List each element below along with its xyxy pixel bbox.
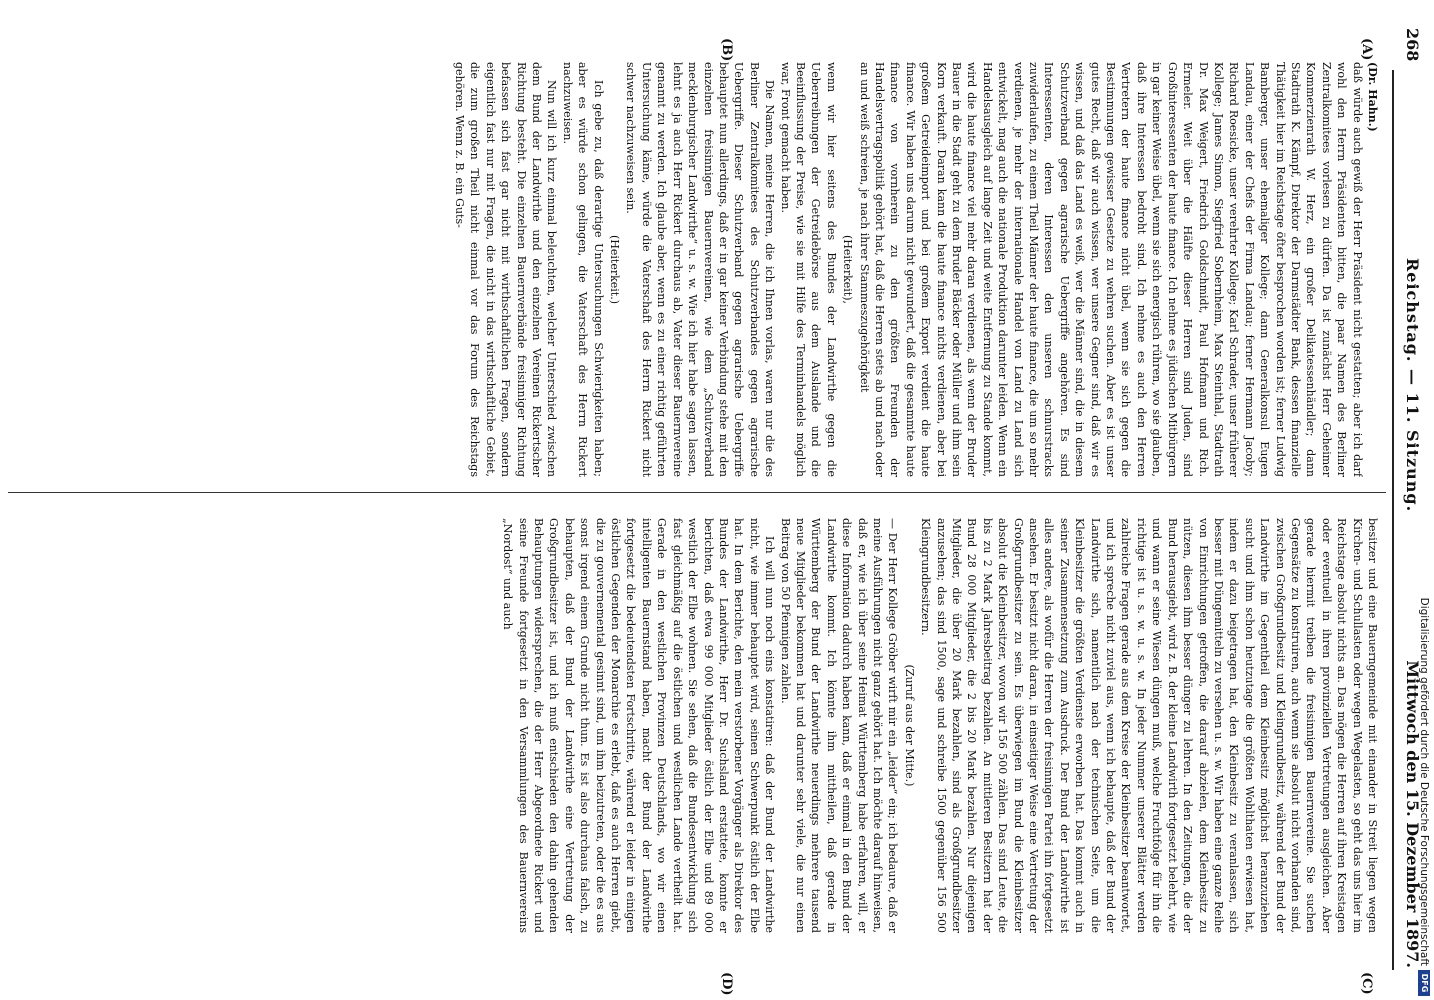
paragraph: wenn wir hier seitens des Bundes der Landwirthe gegen die Ueberreibungen der Getreidebörse aus dem Auslande und die Beeinflussung der Preise, wie sie mit Hilfe des Terminhandels möglich war, Front gemacht haben. [778, 62, 838, 477]
paragraph: Ich gebe zu, daß derartige Untersuchungen Schwierigkeiten haben; aber es würde schon gelingen, die Vaterschaft des Herrn Rickert nachzuweisen. [560, 62, 605, 477]
running-date: Mittwoch den 15. Dezember 1897. [1403, 660, 1422, 968]
marker-a: (A) [1359, 38, 1374, 61]
speaker-name: (Dr. Hahn.) [1366, 62, 1379, 132]
page-number: 268 [1403, 28, 1422, 62]
left-column [8, 62, 1380, 477]
marker-b: (B) [719, 38, 734, 62]
header-rule [1392, 70, 1394, 970]
interjection: (Heiterkeit.) [608, 234, 622, 304]
footer-strip [1414, 0, 1434, 1000]
paragraph: Ich will nun noch eins konstatiren: daß der Bund der Landwirthe nicht, wie immer behauptet wird, seinen Schwerpunkt östlich der Elbe hat. In dem Berichte, den mein verstorbener Vorgänger als Direktor des Bundes der Landwirthe, Herr Dr. Suchsland erstattete, konnte er berichten, daß etwa 99 000 Mitglieder östlich der Elbe und 89 000 westlich der Elbe wohnen. Sie sehen, daß die Bundesentwicklung sich fast gleichmäßig auf die östlichen und westlichen Lande vertheilt hat. Gerade in den westlichen Provinzen Deutschlands, wo wir einen intelligenten Bauernstand haben, macht der Bund der Landwirthe fortgesetzt die bedeutendsten Fortschritte, während er leider in einigen östlichen Gegenden der Monarchie es erlebt, daß es auch Herren giebt, die zu gouvernemental gesinnt sind, um ihm beizutreten, oder die es aus sonst irgend einem Grunde nicht thun. Es ist also durchaus falsch, zu behaupten, daß der Bund der Landwirthe eine Vertretung der Großgrundbesitzer ist, und ich muß entschieden den dahin gehenden Behauptungen widersprechen, die der Herr Abgeordnete Rickert und seine Freunde fortgesetzt in den Versammlungen des Bauernvereins „Nordost“ und auch [501, 518, 777, 933]
paragraph: daß würde auch gewiß der Herr Präsident nicht gestatten; aber ich darf wohl den Herrn Präsidenten bitten, die paar Namen des Berliner Zentralkomitees vorlesen zu dürfen. Da ist zunächst Herr Geheimer Kommerzienrath W. Herz, ein großer Delikatessenhändler; dann Stadtrath K. Kämpf, Direktor der Darmstädter Bank, dessen finanzielle Thätigkeit hier im Reichstage öfter besprochen worden ist; ferner Ludwig Bamberger, unser ehemaliger Kollege; dann Generalkonsul Eugen Landau, einer der Chefs der Firma Landau; ferner Hermann Jacoby; Richard Roesicke, unser verehrter Kollege; Karl Schrader, unser früherer Kollege; James Simon, Siegfried Sobernheim, Max Steinthal, Stadtrath Dr. Max Weigert, Friedrich Goldschmidt, Paul Hofmann und Rich. Ermeler. Weit über die Hälfte dieser Herren sind Juden, sind Großinteressenten der haute finance. Ich nehme es jüdischen Mitbürgern in gar keiner Weise übel, wenn sie sich energisch rühren, wo sie glauben, daß ihre Interessen bedroht sind. Ich nehme es auch den Herren Vertretern der haute finance nicht übel, wenn sie sich gegen die Bestimmungen gewisser Gesetze zu wehren suchen. Aber es ist unser gutes Recht, daß wir auch wissen, wer unsere Gegner sind, daß wir es wissen, und daß das Land es weiß, wer die Männer sind, die in diesem Schutzverband gegen agrarische Uebergriffe angehören. Es sind Interessenten, deren Interessen den unseren schnurstracks zuwiderlaufen, zu einem Theil Männer der haute finance, die um so mehr verdienen, je mehr der internationale Handel von Land zu Land sich entwickelt, mag auch die nationale Produktion darunter leiden. Wenn ein Handelsausgleich auf lange Zeit und weite Entfernung zu Stande kommt, wird die haute finance viel mehr daran verdienen, als wenn der Bruder Bauer in die Stadt geht zu dem Bruder Bäcker oder Müller und ihm sein Korn verkauft. Daran kann die haute finance nichts verdienen, aber bei großem Getreideimport und bei großem Export verdient die haute finance. Wir haben uns darum nicht gewundert, daß die gesammte haute finance von vornherein zu den größten Freunden der Handelsvertragspolitik gehört hat, daß die Herren stets ab und nach oder an und weiß schreien, je nach ihrer Stammeszugehörigkeit [857, 62, 1364, 477]
right-column [8, 518, 1380, 933]
marker-c: (C) [1359, 972, 1374, 995]
paragraph: Nun will ich kurz einmal beleuchten, welcher Unterschied zwischen dem Bund der Landwirthe und den einzelnen Vereinen Rickertscher Richtung besteht. Die einzelnen Bauernverbände freisinniger Richtung befassen sich fast gar nicht mit wirthschaftlichen Fragen, sondern eigentlich fast nur mit Fragen, die nicht in das wirthschaftliche Gebiet, die zum großen Theil nicht einmal vor das Forum des Reichstags gehören. Wenn z. B. ein Guts- [453, 62, 559, 477]
dfg-logo: DFG [1418, 970, 1430, 996]
credit-text: Digitalisierung gefördert durch die Deutsche Forschungsgemeinschaft [1418, 597, 1430, 966]
footer-credit [1414, 0, 1434, 1000]
column-divider [8, 492, 1386, 493]
marker-d: (D) [719, 972, 734, 996]
interjection: (Zuruf aus der Mitte.) [902, 664, 916, 787]
running-title: Reichstag. — 11. Sitzung. [1403, 258, 1422, 513]
interjection: (Heiterkeit), [841, 234, 855, 304]
paragraph: — Der Herr Kollege Gröber wirft mir ein „leider“ ein; ich bedaure, daß er meine Ausführungen nicht ganz gehört hat. Ich möchte darauf hinweisen, daß er, wie ich über seine Heimat Württemberg habe erfahren, will, er diese Information dadurch haben kann, daß er einmal in den Bund der Landwirthe kommt. Ich könnte ihm mittheilen, daß gerade in Württemberg der Bund der Landwirthe neuerdings mehrere tausend neue Mitglieder bekommen hat und darunter sehr viele, die nur einen Beitrag von 50 Pfennigen zahlen. [778, 518, 900, 933]
paragraph: besitzer und eine Bauerngemeinde mit einander in Streit liegen wegen Kirchen- und Schullasten oder wegen Wegelasten, so geht das uns hier im Reichstage absolut nichts an. Das mögen die Herren auf ihren Kreistagen oder eventuell in ihren provinziellen Vertretungen ausgleichen. Aber gerade hiermit treiben die freisinnigen Bauernvereine. Sie suchen Gegensätze zu konstruiren, auch wenn sie absolut nicht vorhanden sind, zwischen Großgrundbesitz und Kleingrundbesitz, während der Bund der Landwirthe im Gegentheil dem Kleinbesitz möglichst heranzuziehen sucht und ihm schon heutzutage die größten Wohlthaten erwiesen hat, indem er dazu beigetragen hat, den Kleinbesitz zu veranlassen, sich besser mit Düngemitteln zu versehen u. s. w. Wir haben eine ganze Reihe von Einrichtungen getroffen, die darauf abzielen, dem Kleinbesitz zu nützen, diesen ihm besser dünger zu lehren. In den Zeitungen, die der Bund herausgiebt, wird z. B. der kleine Landwirth fortgesetzt belehrt, wie und wann er seine Wiesen düngen muß, welche Fruchtfolge für ihn die richtige ist u. s. w. u. s. w. In jeder Nummer unserer Blätter werden zahlreiche Fragen gerade aus dem Kreise der Kleinbesitzer beantwortet, und ich spreche nicht zuviel aus, wenn ich behaupte, daß der Bund der Landwirthe sich, namentlich nach der technischen Seite, um die Kleinbesitzer die größten Verdienste erworben hat. Das kommt auch in seiner Zusammensetzung zum Ausdruck. Der Bund der Landwirthe ist alles andere, als wofür die Herren der freisinnigen Partei ihn fortgesetzt ansehen. Er besitzt nicht daran, in einseitiger Weise eine Vertretung der Großgrundbesitzer zu sein. Es überwiegen im Bund die Kleinbesitzer absolut die Kleinbesitzer, wovon wir 156 500 zählen. Das sind Leute, die bis zu 2 Mark Jahresbeitrag bezahlen. An mittleren Besitzern hat der Bund 28 000 Mitglieder, die 2 bis 20 Mark bezahlen. Nur diejenigen Mitglieder, die über 20 Mark bezahlen, sind als Großgrundbesitzer anzusehen; das sind 1500, sage und schreibe 1500 gegenüber 156 500 Kleingrundbesitzern. [919, 518, 1379, 933]
paragraph: Die Namen, meine Herren, die ich Ihnen vorlas, waren nur die des Berliner Zentralkomitees des Schutzverbandes gegen agrarische Uebergriffe. Dieser Schutzverband gegen agrarische Uebergriffe behauptet nun allerdings, daß er in gar keiner Verbindung stehe mit den einzelnen freisinnigen Bauernvereinen, wie dem „Schutzverband mecklenburgischer Landwirthe“ u. s. w. Wie ich hier habe sagen lassen, lehnt es ja auch Herr Rickert durchaus ab, Vater dieser Bauernvereine genannt zu werden. Ich glaube aber, wenn es zu einer richtig geführten Untersuchung käme, würde die Vaterschaft des Herrn Rickert nicht schwer nachzuweisen sein. [624, 62, 777, 477]
